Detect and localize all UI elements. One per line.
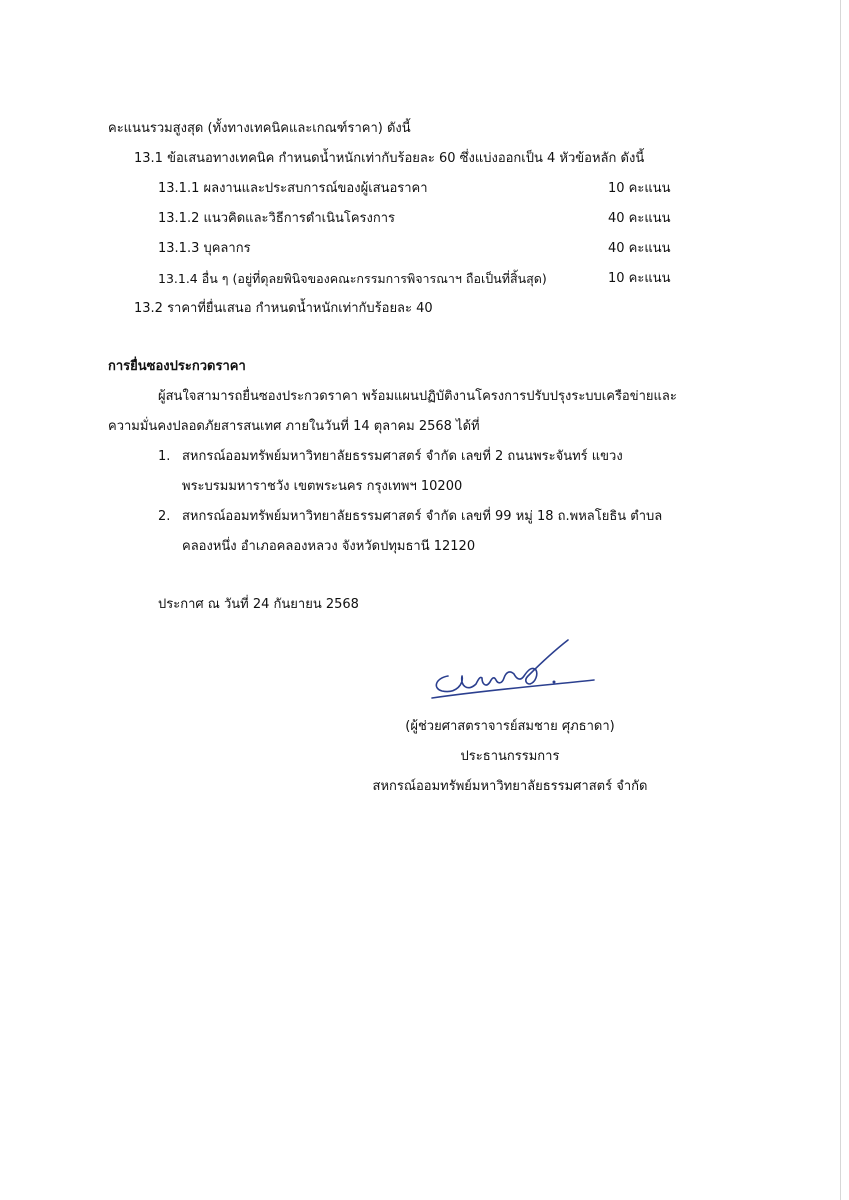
price-criteria: 13.2 ราคาที่ยื่นเสนอ กำหนดน้ำหนักเท่ากับร้อยละ 40 [134, 301, 433, 316]
submission-heading: การยื่นซองประกวดราคา [108, 359, 246, 374]
criteria-item-label: 13.1.4 อื่น ๆ (อยู่ที่ดุลยพินิจของคณะกรรมการพิจารณาฯ ถือเป็นที่สิ้นสุด) [158, 271, 547, 286]
criteria-item-label: 13.1.1 ผลงานและประสบการณ์ของผู้เสนอราคา [158, 181, 428, 196]
location-line1: สหกรณ์ออมทรัพย์มหาวิทยาลัยธรรมศาสตร์ จำกัด เลขที่ 2 ถนนพระจันทร์ แขวง [182, 449, 623, 464]
announcement-date: ประกาศ ณ วันที่ 24 กันยายน 2568 [158, 597, 359, 612]
criteria-item-score: 40 คะแนน [608, 241, 671, 256]
signatory-position: ประธานกรรมการ [460, 749, 560, 764]
submission-paragraph-line2: ความมั่นคงปลอดภัยสารสนเทศ ภายในวันที่ 14 ตุลาคม 2568 ได้ที่ [108, 419, 480, 434]
criteria-item-label: 13.1.2 แนวคิดและวิธีการดำเนินโครงการ [158, 211, 396, 226]
location-line2: คลองหนึ่ง อำเภอคลองหลวง จังหวัดปทุมธานี 12120 [182, 539, 476, 554]
criteria-item-score: 10 คะแนน [608, 181, 671, 196]
location-item [158, 508, 662, 526]
location-number: 2. [158, 509, 171, 524]
criteria-item-score: 10 คะแนน [608, 271, 671, 286]
submission-paragraph-line1: ผู้สนใจสามารถยื่นซองประกวดราคา พร้อมแผนปฏิบัติงานโครงการปรับปรุงระบบเครือข่ายและ [158, 389, 677, 404]
signature-image [428, 636, 598, 706]
location-number: 1. [158, 449, 171, 464]
signatory-organization: สหกรณ์ออมทรัพย์มหาวิทยาลัยธรรมศาสตร์ จำกัด [372, 779, 648, 794]
location-item [158, 448, 623, 466]
signatory-name: (ผู้ช่วยศาสตราจารย์สมชาย ศุภธาดา) [405, 719, 615, 734]
page-edge [840, 0, 841, 1200]
criteria-intro: คะแนนรวมสูงสุด (ทั้งทางเทคนิคและเกณฑ์ราคา) ดังนี้ [108, 121, 411, 136]
criteria-item-label: 13.1.3 บุคลากร [158, 241, 251, 256]
technical-heading: 13.1 ข้อเสนอทางเทคนิค กำหนดน้ำหนักเท่ากับร้อยละ 60 ซึ่งแบ่งออกเป็น 4 หัวข้อหลัก ดังนี้ [134, 151, 645, 166]
location-line2: พระบรมมหาราชวัง เขตพระนคร กรุงเทพฯ 10200 [182, 479, 463, 494]
criteria-item-score: 40 คะแนน [608, 211, 671, 226]
location-line1: สหกรณ์ออมทรัพย์มหาวิทยาลัยธรรมศาสตร์ จำกัด เลขที่ 99 หมู่ 18 ถ.พหลโยธิน ตำบล [182, 509, 663, 524]
